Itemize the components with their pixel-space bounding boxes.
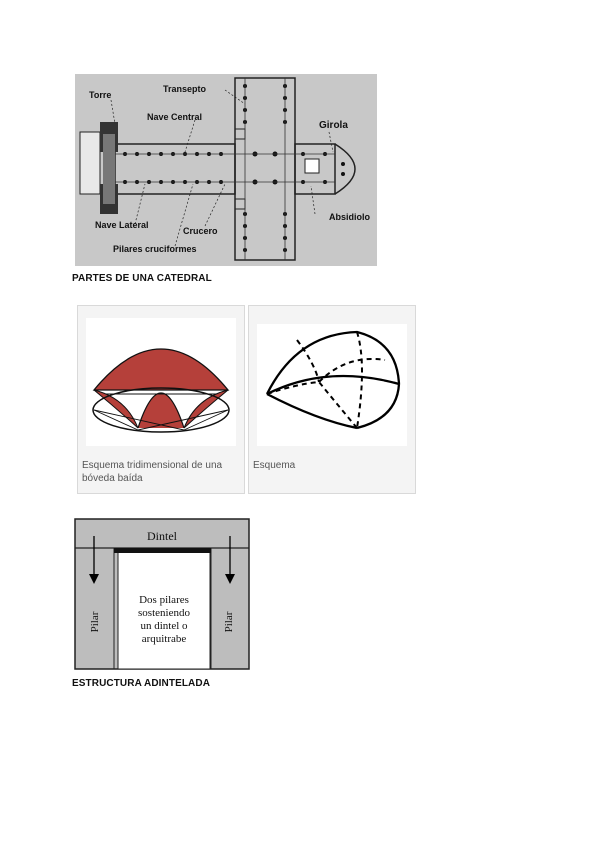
vault-schema-image	[257, 324, 407, 446]
vault-3d-caption-line1: Esquema tridimensional de una	[82, 460, 223, 471]
lintel-text-line1: Dos pilares	[139, 594, 189, 606]
cathedral-plan-drawing	[75, 74, 377, 266]
cathedral-plan-image	[75, 74, 377, 266]
lintel-caption: ESTRUCTURA ADINTELADA	[72, 678, 211, 689]
label-nave-central: Nave Central	[147, 112, 203, 122]
label-nave-lateral: Nave Lateral	[95, 220, 149, 230]
lintel-diagram	[74, 518, 250, 670]
label-pilares: Pilares cruciformes	[113, 244, 197, 254]
lintel-text-line3: un dintel o	[140, 620, 188, 632]
vault-schema-caption-line1: Esquema	[253, 460, 296, 471]
vault-3d-caption	[82, 459, 242, 485]
lintel-text-line4: arquitrabe	[141, 633, 187, 645]
lintel-text-line2: sosteniendo	[138, 607, 190, 619]
vault-3d-image	[86, 318, 236, 446]
label-crucero: Crucero	[183, 226, 218, 236]
pilar-left-label: Pilar	[89, 611, 101, 633]
vault-card-schema[interactable]	[248, 305, 416, 494]
label-girola: Girola	[319, 120, 348, 131]
dintel-label: Dintel	[147, 529, 177, 543]
vault-schema-caption	[253, 459, 413, 472]
vault-3d-caption-line2: bóveda baída	[82, 473, 143, 484]
vault-card-3d[interactable]	[77, 305, 245, 494]
label-transepto: Transepto	[163, 84, 207, 94]
cathedral-caption: PARTES DE UNA CATEDRAL	[72, 273, 212, 284]
label-torre: Torre	[89, 90, 112, 100]
label-absidiolo: Absidiolo	[329, 212, 370, 222]
pilar-right-label: Pilar	[223, 611, 235, 633]
